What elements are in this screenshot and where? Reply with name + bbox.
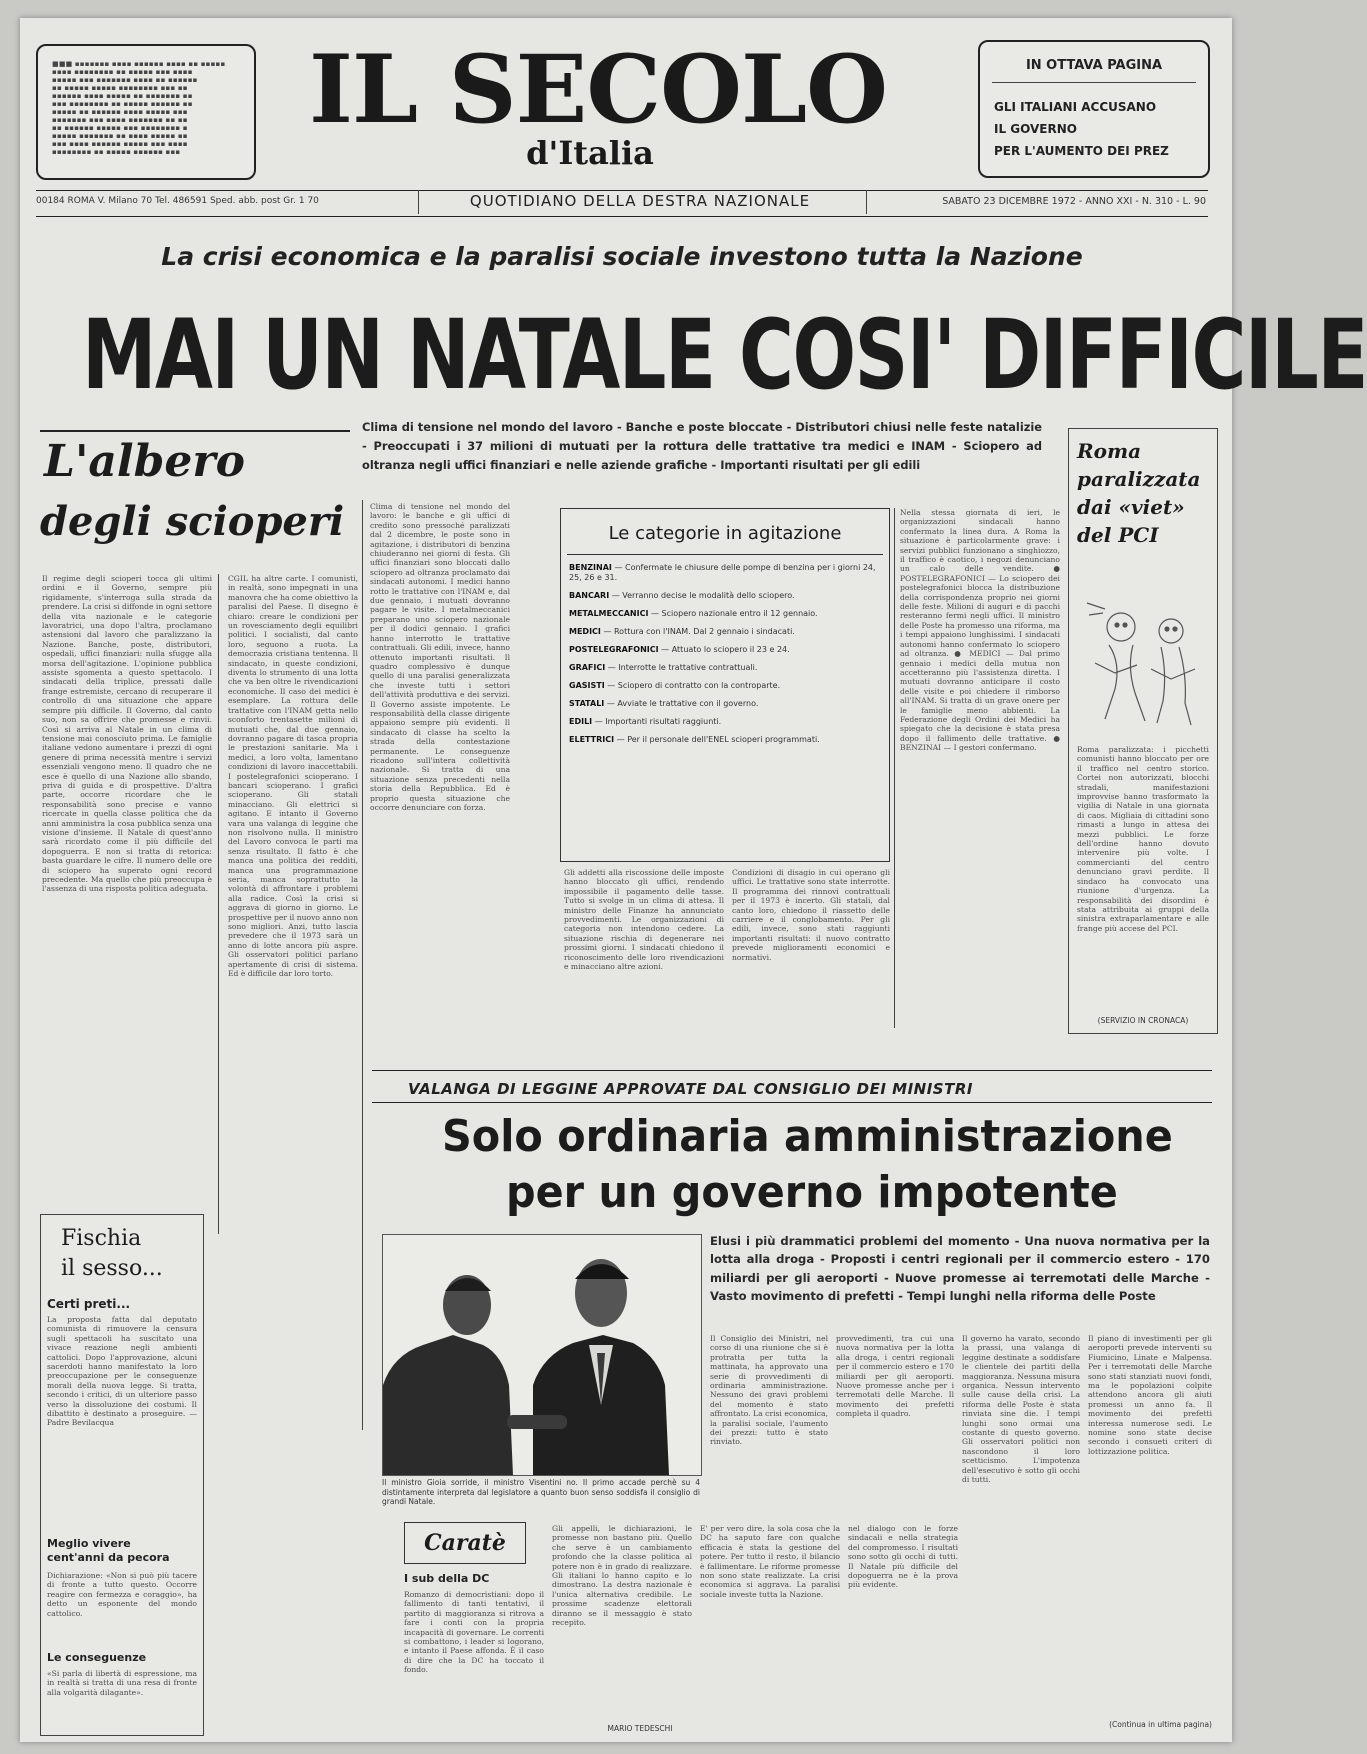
sidebar-title-line1: Fischia bbox=[61, 1226, 142, 1251]
headline-deck: Clima di tensione nel mondo del lavoro - Banche e poste bloccate - Distributori chiusi nelle feste natalizie - Preoccupati i 37 milioni di mutuati per la rottura delle trattative tra medici e INAM - Sciopero ad oltranza negli uffici finanziari e nelle aziende grafiche - Importanti risultati per gli edili bbox=[362, 420, 1042, 472]
byline: MARIO TEDESCHI bbox=[607, 1724, 673, 1733]
category-name: METALMECCANICI bbox=[569, 609, 649, 618]
body-column: Il piano di investimenti per gli aeroporti prevede interventi su Fiumicino, Linate e Malpensa. Per i terremotati delle Marche sono stati stanziati nuovi fondi, ma le popolazioni colpite attendono ancora gli aiuti promessi un anno fa. Il movimento dei prefetti interessa numerose sedi. Le nomine sono state decise secondo i consueti criteri di lottizzazione politica. bbox=[1088, 1334, 1212, 1456]
sidebar-sub: Le conseguenze bbox=[47, 1651, 147, 1664]
category-item bbox=[569, 663, 881, 673]
categories-title: Le categorie in agitazione bbox=[608, 523, 842, 544]
second-headline-line1: Solo ordinaria amministrazione bbox=[442, 1111, 1173, 1162]
categories-box bbox=[560, 508, 890, 862]
news-photo bbox=[382, 1234, 702, 1476]
category-item bbox=[569, 563, 881, 583]
right-feature-body: Roma paralizzata: i picchetti comunisti hanno bloccato per ore il traffico nel centro storico. Cortei non autorizzati, blocchi stradali, manifestazioni improvvise hanno trasformato la vigilia di Natale in una giornata di caos. Migliaia di cittadini sono rimasti a lungo in attesa dei mezzi pubblici. Le forze dell'ordine hanno dovuto intervenire più volte. I commercianti del centro denunciano gravi perdite. Il sindaco ha convocato una riunione d'urgenza. La responsabilità dei disordini è stata attribuita ai gruppi della sinistra extraparlamentare e alle frange più accese del PCI. bbox=[1077, 745, 1209, 933]
category-text: — Verranno decise le modalità dello sciopero. bbox=[611, 591, 795, 600]
feature-title-line1: L'albero bbox=[44, 436, 245, 487]
sidebar-sub: Meglio vivere cent'anni da pecora bbox=[47, 1537, 170, 1564]
category-name: MEDICI bbox=[569, 627, 601, 636]
category-item bbox=[569, 627, 881, 637]
category-text: — Sciopero nazionale entro il 12 gennaio. bbox=[650, 609, 818, 618]
category-name: ELETTRICI bbox=[569, 735, 615, 744]
category-item bbox=[569, 609, 881, 619]
category-item bbox=[569, 735, 881, 745]
body-column: Il regime degli scioperi tocca gli ultimi ordini e il Governo, sempre più rigidamente, s'interroga sulla strada da prendere. La crisi si diffonde in ogni settore della vita nazionale e le categorie lavoratrici, una dopo l'altra, proclamano astensioni dal lavoro che paralizzano la Nazione. Banche, poste, distributori, ospedali, uffici finanziari: nulla sfugge alla morsa dell'agitazione. L'opinione pubblica assiste sgomenta a questo spettacolo. I sindacati della triplice, pressati dalle frange estremiste, cercano di recuperare il controllo di una situazione che appare sempre più difficile. Il Governo, dal canto suo, non sa offrire che promesse e rinvii. Così si arriva al Natale in un clima di tensione mai conosciuto prima. Le famiglie italiane vedono aumentare i prezzi di ogni genere di prima necessità mentre i servizi essenziali vengono meno. Il quadro che ne esce è quello di una Nazione allo sbando, priva di guida e di prospettive. D'altra parte, occorre ricordare che le responsabilità sono precise e vanno ricercate in quella classe politica che da anni amministra la cosa pubblica senza una visione d'insieme. Il Natale di quest'anno sarà ricordato come il più difficile del dopoguerra. E non si tratta di retorica: basta guardare le cifre. Il numero delle ore di sciopero ha superato ogni record precedente. Ma quello che più preoccupa è l'assenza di una risposta politica adeguata. bbox=[42, 574, 212, 894]
body-column: Il governo ha varato, secondo la prassi, una valanga di leggine destinate a soddisfare le clientele dei partiti della maggioranza. Nessuna misura organica. Nessun intervento sulle cause della crisi. La riforma delle Poste è stata rinviata sine die. I tempi lunghi sono ormai una costante di questo governo. Gli osservatori politici non nascondono il loro scetticismo. L'impotenza dell'esecutivo è sotto gli occhi di tutti. bbox=[962, 1334, 1080, 1485]
body-column: E' per vero dire, la sola cosa che la DC ha saputo fare con qualche efficacia è stata la gestione del potere. Per tutto il resto, il bilancio è fallimentare. Le riforme promesse non sono state realizzate. La crisi economica si aggrava. La paralisi sociale investe tutta la Nazione. bbox=[700, 1524, 840, 1599]
category-item bbox=[569, 591, 881, 601]
category-text: — Per il personale dell'ENEL scioperi programmati. bbox=[616, 735, 820, 744]
category-item bbox=[569, 645, 881, 655]
cartoon-illustration bbox=[1075, 593, 1209, 733]
photo-two-ministers bbox=[383, 1235, 701, 1475]
masthead-tagline: QUOTIDIANO DELLA DESTRA NAZIONALE bbox=[469, 192, 811, 210]
carate-sub: I sub della DC bbox=[404, 1572, 490, 1585]
right-feature-credit: (SERVIZIO IN CRONACA) bbox=[1097, 1016, 1189, 1025]
sidebar-box: Fischia il sesso... Certi preti... La proposta fatta dal deputato comunista di rimuovere la censura sugli spettacoli ha suscitato una vivace reazione negli ambienti cattolici. Dopo l'approvazione, alcuni sacerdoti hanno manifestato la loro preoccupazione per le conseguenze morali della nuova legge. Si tratta, secondo i critici, di un ulteriore passo verso la dissoluzione dei costumi. Il dibattito è destinato a proseguire. — Padre Bevilacqua Meglio vivere cent'anni da pecora Dichiarazione: «Non si può più tacere di fronte a tutto questo. Occorre reagire con fermezza e coraggio», ha detto un esponente del mondo cattolico. Le conseguenze «Si parla di libertà di espressione, ma in realtà si tratta di una resa di fronte alla volgarità dilagante». bbox=[40, 1214, 204, 1736]
newspaper-page bbox=[20, 18, 1367, 1742]
carate-box bbox=[404, 1522, 526, 1564]
right-feature-box bbox=[1068, 428, 1218, 1034]
body-column: Romanzo di democristiani: dopo il fallimento di tanti tentativi, il partito di maggioranza si ritrova a fare i conti con la propria incapacità di governare. Le correnti si combattono, i leader si logorano, e intanto il Paese affonda. È il caso di dire che la DC ha toccato il fondo. bbox=[404, 1590, 544, 1675]
body-column: provvedimenti, tra cui una nuova normativa per la lotta alla droga, i centri regionali per il commercio estero e 170 miliardi per gli aeroporti. Nuove promesse anche per i terremotati delle Marche. Il movimento dei prefetti completa il quadro. bbox=[836, 1334, 954, 1419]
second-headline-line2: per un governo impotente bbox=[506, 1167, 1118, 1218]
feature-title-line2: degli scioperi bbox=[40, 498, 345, 545]
masthead-address: 00184 ROMA V. Milano 70 Tel. 486591 Sped. abb. post Gr. 1 70 bbox=[36, 196, 319, 206]
category-name: POSTELEGRAFONICI bbox=[569, 645, 659, 654]
body-column: Gli addetti alla riscossione delle imposte hanno bloccato gli uffici, rendendo impossibile il pagamento delle tasse. Tutto si svolge in un clima di attesa. Il ministro delle Finanze ha annunciato provvedimenti. Le organizzazioni di categoria non intendono cedere. La situazione rischia di degenerare nei prossimi giorni. I sindacati chiedono il riconoscimento delle loro rivendicazioni e minacciano altre azioni. bbox=[564, 868, 724, 972]
continued-note: (Continua in ultima pagina) bbox=[1109, 1720, 1212, 1729]
category-name: BENZINAI bbox=[569, 563, 612, 572]
category-item bbox=[569, 681, 881, 691]
category-item bbox=[569, 699, 881, 709]
body-column: Gli appelli, le dichiarazioni, le promesse non bastano più. Quello che serve è un cambiamento profondo che la classe politica al potere non è in grado di realizzare. Gli italiani lo hanno capito e lo dimostrano. La destra nazionale è l'unica alternativa credibile. Le prossime scadenze elettorali diranno se il messaggio è stato recepito. bbox=[552, 1524, 692, 1628]
category-text: — Sciopero di contratto con la controparte. bbox=[607, 681, 781, 690]
category-name: STATALI bbox=[569, 699, 605, 708]
body-column: Condizioni di disagio in cui operano gli uffici. Le trattative sono state interrotte. Il programma dei rinnovi contrattuali per il 1973 è incerto. Gli statali, dal canto loro, chiedono il riassetto delle carriere e il conglobamento. Per gli edili, invece, sono stati raggiunti importanti risultati: il nuovo contratto prevede miglioramenti economici e normativi. bbox=[732, 868, 890, 962]
masthead-title: IL SECOLO bbox=[309, 35, 887, 145]
category-text: — Rottura con l'INAM. Dal 2 gennaio i sindacati. bbox=[603, 627, 795, 636]
second-deck: Elusi i più drammatici problemi del momento - Una nuova normativa per la lotta alla droga - Proposti i centri regionali per il commercio estero - 170 miliardi per gli aeroporti - Nuove promesse ai terremotati delle Marche - Vasto movimento di prefetti - Tempi lunghi nella riforma delle Poste bbox=[710, 1234, 1210, 1304]
ear-right-box bbox=[978, 40, 1210, 178]
carate-title: Caratè bbox=[424, 1530, 506, 1556]
ear-right-line: PER L'AUMENTO DEI PREZ bbox=[994, 144, 1169, 158]
category-name: GASISTI bbox=[569, 681, 605, 690]
right-feature-title: Roma paralizzata dai «viet» del PCI bbox=[1077, 439, 1201, 547]
headline-kicker: La crisi economica e la paralisi sociale investono tutta la Nazione bbox=[161, 242, 1083, 271]
body-column: CGIL ha altre carte. I comunisti, in realtà, sono impegnati in una manovra che ha come obiettivo la paralisi del Paese. Il disegno è chiaro: creare le condizioni per un rovesciamento degli equilibri politici. I socialisti, dal canto loro, seguono a ruota. La democrazia cristiana tentenna. Il sindacato, in queste condizioni, diventa lo strumento di una lotta che va ben oltre le rivendicazioni economiche. Il caso dei medici è esemplare. La rottura delle trattative con l'INAM getta nello sconforto trentasette milioni di mutuati che, dal due gennaio, dovranno pagare di tasca propria le prestazioni sanitarie. Ma i medici, a loro volta, lamentano condizioni di lavoro inaccettabili. I postelegrafonici scioperano. I bancari scioperano. I grafici scioperano. Gli statali minacciano. Gli elettrici si agitano. E intanto il Governo vara una valanga di leggine che non risolvono nulla. Il ministro del Lavoro convoca le parti ma senza risultato. Il fatto è che manca una politica dei redditi, manca una programmazione seria, manca soprattutto la volontà di affrontare i problemi alla radice. Così la crisi si aggrava di giorno in giorno. Le prospettive per il nuovo anno non sono migliori. Anzi, tutto lascia prevedere che il 1973 sarà un anno di lotte ancora più aspre. Gli osservatori politici parlano apertamente di crisi di sistema. Ed è difficile dar loro torto. bbox=[228, 574, 358, 979]
category-text: — Interrotte le trattative contrattuali. bbox=[607, 663, 758, 672]
category-name: GRAFICI bbox=[569, 663, 606, 672]
sidebar-title-line2: il sesso... bbox=[61, 1256, 163, 1281]
ear-left-box: ■■■ ▪▪▪▪▪▪▪ ▪▪▪▪ ▪▪▪▪▪▪ ▪▪▪▪ ▪▪ ▪▪▪▪▪ ▪▪▪▪ ▪▪▪▪▪▪▪▪ ▪▪ ▪▪▪▪▪ ▪▪▪ ▪▪▪▪ ▪▪▪▪▪ ▪▪▪ ▪▪▪▪▪▪▪ ▪▪▪▪ ▪▪ ▪▪▪▪▪▪ ▪▪ ▪▪▪▪▪ ▪▪▪▪▪ ▪▪▪▪▪▪▪▪ ▪▪▪ ▪▪ ▪▪▪▪▪▪ ▪▪▪▪ ▪▪▪▪▪ ▪▪ ▪▪▪▪▪▪▪ ▪▪ ▪▪▪ ▪▪▪▪▪▪▪▪ ▪▪ ▪▪▪▪▪ ▪▪▪▪▪▪ ▪▪ ▪▪▪▪▪ ▪▪ ▪▪▪▪▪▪ ▪▪▪▪ ▪▪▪▪▪ ▪▪▪ ▪▪▪▪▪▪▪ ▪▪▪ ▪▪▪▪ ▪▪▪▪▪▪▪ ▪▪ ▪▪ ▪▪ ▪▪▪▪▪▪ ▪▪▪▪▪ ▪▪▪ ▪▪▪▪▪▪▪▪ ▪ ▪▪▪▪▪ ▪▪▪▪▪▪▪ ▪▪ ▪▪▪▪ ▪▪▪▪▪ ▪▪ ▪▪▪ ▪▪▪▪ ▪▪▪▪▪▪ ▪▪▪▪▪ ▪▪▪ ▪▪▪▪ ▪▪▪▪▪▪▪▪ ▪▪ ▪▪▪▪▪ ▪▪▪▪▪▪ ▪▪▪ bbox=[36, 44, 256, 180]
body-column: Il Consiglio dei Ministri, nel corso di una riunione che si è protratta per tutta la mattinata, ha approvato una serie di provvedimenti di ordinaria amministrazione. Nessuno dei gravi problemi del momento è stato affrontato. La crisi economica, la paralisi sociale, l'aumento dei prezzi: tutto è stato rinviato. bbox=[710, 1334, 828, 1447]
category-text: — Avviate le trattative con il governo. bbox=[606, 699, 759, 708]
masthead-dateline: SABATO 23 DICEMBRE 1972 - ANNO XXI - N. 310 - L. 90 bbox=[942, 196, 1206, 207]
ear-right-heading: IN OTTAVA PAGINA bbox=[1025, 58, 1163, 73]
category-name: EDILI bbox=[569, 717, 593, 726]
ear-right-line: IL GOVERNO bbox=[994, 122, 1077, 136]
main-headline: MAI UN NATALE COSI' DIFFICILE bbox=[82, 299, 1367, 411]
category-text: — Attuato lo sciopero il 23 e 24. bbox=[661, 645, 790, 654]
category-text: — Importanti risultati raggiunti. bbox=[594, 717, 722, 726]
second-kicker: VALANGA DI LEGGINE APPROVATE DAL CONSIGLIO DEI MINISTRI bbox=[408, 1080, 973, 1098]
photo-caption: Il ministro Gioia sorride, il ministro Visentini no. Il primo accade perchè su 4 distintamente interpreta dal legislatore a quanto buon senso soddisfa il consiglio di grandi Natale. bbox=[382, 1478, 700, 1506]
body-column: nel dialogo con le forze sindacali e nella strategia del compromesso. I risultati sono sotto gli occhi di tutti. Il Natale più difficile del dopoguerra ne è la prova più evidente. bbox=[848, 1524, 958, 1590]
body-column: Clima di tensione nel mondo del lavoro: le banche e gli uffici di credito sono pressoché paralizzati dal 2 dicembre, le poste sono in agitazione, i distributori di benzina chiuderanno nei giorni di festa. Gli uffici finanziari sono bloccati dallo sciopero ad oltranza proclamato dai sindacati autonomi. I medici hanno rotto le trattative con l'INAM e, dal due gennaio, i mutuati dovranno pagare le visite. I metalmeccanici preparano uno sciopero nazionale per il dodici gennaio. I grafici hanno interrotto le trattative contrattuali. Gli edili, invece, hanno ottenuto importanti risultati. Il quadro complessivo è dunque quello di una paralisi generalizzata che investe tutti i settori dell'attività produttiva e dei servizi. Il Governo assiste impotente. Le responsabilità della classe dirigente appaiono sempre più evidenti. Il sindacato di classe ha scelto la strada della contestazione permanente. Le conseguenze ricadono sull'intera collettività nazionale. Si tratta di una situazione senza precedenti nella storia della Repubblica. Ed è proprio questa situazione che occorre denunciare con forza. bbox=[370, 502, 510, 812]
category-name: BANCARI bbox=[569, 591, 610, 600]
sidebar-sub: Certi preti... bbox=[47, 1297, 131, 1311]
category-text: — Confermate le chiusure delle pompe di benzina per i giorni 24, 25, 26 e 31. bbox=[569, 563, 876, 582]
masthead-subtitle: d'Italia bbox=[526, 134, 654, 172]
body-column: Nella stessa giornata di ieri, le organizzazioni sindacali hanno confermato la linea dura. A Roma la situazione è particolarmente grave: i servizi pubblici funzionano a singhiozzo, il traffico è caotico, i negozi denunciano un calo delle vendite. ● POSTELEGRAFONICI — Lo sciopero dei postelegrafonici blocca la distribuzione della corrispondenza proprio nei giorni delle feste. Milioni di auguri e di pacchi resteranno fermi negli uffici. Il ministro delle Poste ha promesso una riforma, ma i tempi appaiono lunghissimi. I sindacati autonomi hanno confermato lo sciopero ad oltranza. ● MEDICI — Dal primo gennaio i medici della mutua non accetteranno più l'assistenza diretta. I mutuati dovranno anticipare il costo delle visite e poi chiedere il rimborso all'INAM. Si tratta di un grave onere per le famiglie meno abbienti. La Federazione degli Ordini dei Medici ha spiegato che la decisione è stata presa dopo il fallimento delle trattative. ● BENZINAI — I gestori confermano. bbox=[900, 508, 1060, 753]
ear-right-line: GLI ITALIANI ACCUSANO bbox=[994, 100, 1157, 114]
category-item bbox=[569, 717, 881, 727]
